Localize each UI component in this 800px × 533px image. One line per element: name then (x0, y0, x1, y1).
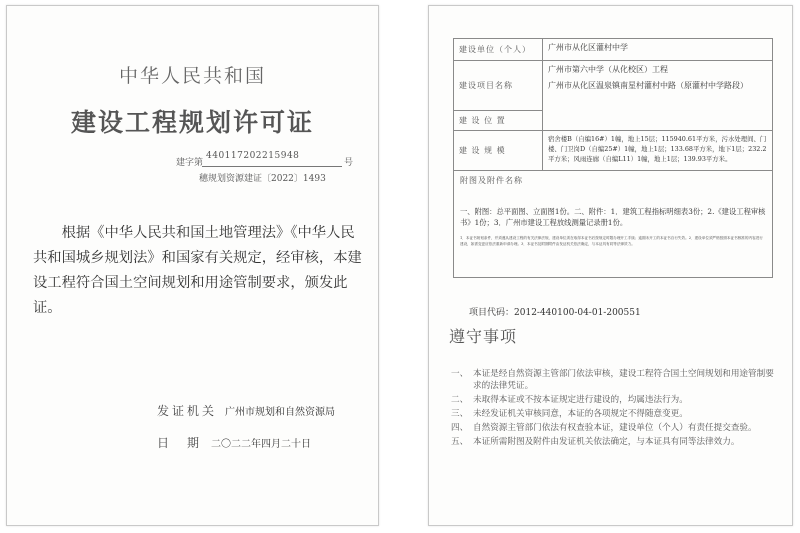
list-item: 三、 未经发证机关审核同意，本证的各项规定不得随意变更。 (451, 409, 688, 419)
project-code (469, 305, 641, 318)
fine-print: 1．本证书规划条件，并须遵从建设工程的有关法律法规，建设单位须在取得本证书后按规定时限办理开工手续；逾期未开工的本证书自行失效。2．建设单位须严格按照本证书核准的内容进行建设，如需变更应依法重新申请办理。3．本证书及附图附件由发证机关依法确定，与本证具有同等法律效力。 (460, 236, 763, 246)
cert-prefix: 建字第 (176, 158, 204, 168)
list-item: 一、 本证是经自然资源主管部门依法审核，建设工程符合国土空间规划和用途管制要求的法律凭证。 (451, 369, 774, 391)
certificate-body-text: 根据《中华人民共和国土地管理法》《中华人民共和国城乡规划法》和国家有关规定，经审核，本建设工程符合国土空间规划和用途管制要求，颁发此证。 (33, 225, 362, 316)
project-name-value: 广州市第六中学（从化校区）工程 (548, 65, 668, 74)
table-row (454, 61, 773, 111)
table-row (454, 39, 773, 61)
table-row (454, 131, 773, 171)
table-row (454, 171, 773, 278)
project-info-table (453, 38, 773, 278)
issuer-value: 广州市规划和自然资源局 (225, 407, 335, 418)
notes-list (451, 368, 781, 448)
cert-suffix: 号 (344, 158, 354, 168)
attachments-label: 附图及附件名称 (460, 176, 523, 185)
notes-heading: 遵守事项 (449, 327, 518, 346)
list-item: 五、 本证所需附图及附件由发证机关依法确定，与本证具有同等法律效力。 (451, 437, 740, 447)
row-label: 建 设 位 置 (454, 111, 543, 131)
date-label: 日 期 (157, 436, 203, 450)
attachments-text: 一、附图：总平面图、立面图1份。二、附件：1．建筑工程指标明细表3份；2.《建设工程审核书》1份；3．广州市建设工程放线测量记录册1份。 (460, 207, 766, 227)
cert-number: 440117202215948 (206, 151, 300, 161)
row-value: 广州市从化区灌村中学 (543, 39, 773, 61)
project-code-label: 项目代码： (469, 308, 515, 318)
issuer-label: 发证机关 (157, 404, 218, 418)
project-code-value: 2012-440100-04-01-200551 (514, 308, 641, 318)
scale-value: 宿舍楼B（自编16#）1幢，地上15层；115940.61平方米，污水处理间、门楼、门卫岗D（自编25#）1幢，地上1层；133.68平方米，地下1层；232.2平方米；风雨连廊（自编L11）1幢，地上1层；139.93平方米。 (543, 131, 773, 171)
row-label: 建设项目名称 (454, 61, 543, 111)
location-value: 广州市从化区温泉镇南星村灌村中路（原灌村中学路段） (548, 81, 748, 90)
country-title: 中华人民共和国 (118, 65, 266, 87)
certificate-front-page (6, 5, 379, 526)
certificate-title: 建设工程规划许可证 (70, 108, 314, 137)
row-label: 建设单位（个人） (454, 39, 543, 61)
cert-number-underline (202, 166, 342, 167)
permit-reference: 穗规划资源建证〔2022〕1493 (199, 174, 326, 184)
list-item: 二、 未取得本证或不按本证规定进行建设的，均属违法行为。 (451, 395, 688, 405)
list-item: 四、 自然资源主管部门依法有权查验本证，建设单位（个人）有责任提交查验。 (451, 423, 757, 433)
row-label: 建 设 规 模 (454, 131, 543, 171)
certificate-back-page (428, 5, 793, 526)
date-value: 二〇二二年四月二十日 (211, 439, 311, 450)
